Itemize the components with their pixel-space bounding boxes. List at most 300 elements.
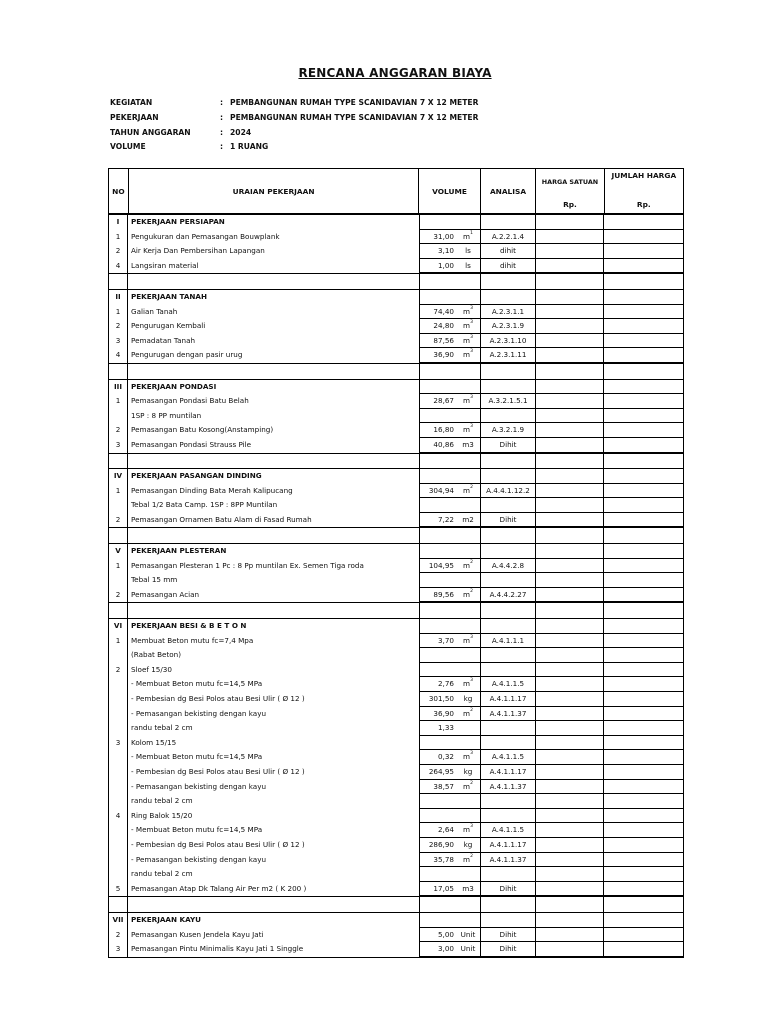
unit-text: m [463,306,471,316]
cell-unit [456,853,481,868]
cell-uraian [128,528,420,543]
cell-uraian: Pemasangan Pondasi Batu Belah [128,394,420,409]
cell-unit [456,423,481,438]
cell-no [109,707,128,722]
cell-analisa: Dihit [481,882,536,897]
cell-analisa: A.2.3.1.10 [481,334,536,349]
cell-harga-satuan [536,319,604,334]
cell-analisa: A.2.2.1.4 [481,230,536,245]
cell-volume [420,469,456,484]
cell-analisa: A.2.3.1.1 [481,305,536,320]
cell-volume: 87,56 [420,334,456,349]
table-row [109,348,683,363]
cell-harga-satuan [536,544,604,559]
section-row [109,912,683,928]
cell-uraian [128,364,420,379]
cell-uraian: - Membuat Beton mutu fc=14,5 MPa [128,677,420,692]
header-harga-satuan-rp: Rp. [563,200,577,209]
header-no: NO [109,169,129,213]
cell-unit [456,319,481,334]
cell-unit [456,721,481,736]
cell-analisa [481,573,536,588]
cell-analisa [481,469,536,484]
cell-uraian: Pemasangan Plesteran 1 Pc : 8 Pp muntilan Ex. Semen Tiga roda [128,559,420,574]
cell-unit [456,619,481,634]
cell-unit [456,559,481,574]
cell-volume: 16,80 [420,423,456,438]
cell-volume: 36,90 [420,348,456,363]
cell-uraian: Pengukuran dan Pemasangan Bouwplank [128,230,420,245]
cell-uraian: 1SP : 8 PP muntilan [128,409,420,424]
cell-uraian [128,897,420,912]
cell-harga-satuan [536,215,604,230]
cell-jumlah-harga [604,438,683,453]
spacer-row [109,527,683,543]
cell-unit [456,348,481,363]
meta-key: VOLUME [110,142,146,151]
cell-uraian [128,274,420,289]
cell-analisa: A.4.4.1.12.2 [481,484,536,499]
cell-unit [456,573,481,588]
cell-jumlah-harga [604,677,683,692]
unit-exponent: 2 [470,559,473,565]
cell-no [109,603,128,618]
cell-jumlah-harga [604,765,683,780]
cell-no: 2 [109,588,128,603]
table-row [109,634,683,649]
table-row [109,438,683,453]
cell-no: 1 [109,634,128,649]
cell-volume: 40,86 [420,438,456,453]
cell-uraian: Sloef 15/30 [128,663,420,678]
cell-uraian: Langsiran material [128,259,420,274]
table-row [109,809,683,824]
cell-harga-satuan [536,794,604,809]
cell-uraian: - Membuat Beton mutu fc=14,5 MPa [128,750,420,765]
header-analisa: ANALISA [481,169,537,213]
cell-unit [456,634,481,649]
meta-value: 2024 [230,128,252,137]
unit-text: Unit [460,929,476,939]
cell-volume: 5,00 [420,928,456,943]
cell-analisa: A.4.1.1.1 [481,634,536,649]
cell-unit [456,380,481,395]
cell-uraian: Pengurugan dengan pasir urug [128,348,420,363]
cell-analisa: A.4.1.1.5 [481,677,536,692]
unit-exponent: 2 [470,588,473,594]
cell-harga-satuan [536,721,604,736]
cell-no: 2 [109,319,128,334]
cell-analisa: A.4.1.1.5 [481,823,536,838]
cell-analisa: Dihit [481,438,536,453]
cell-volume [420,794,456,809]
cell-volume [420,215,456,230]
cell-analisa [481,454,536,469]
cell-harga-satuan [536,469,604,484]
cell-uraian: - Pemasangan bekisting dengan kayu [128,707,420,722]
table-row [109,484,683,499]
cell-volume [420,498,456,513]
cell-no [109,648,128,663]
cell-harga-satuan [536,348,604,363]
cell-analisa [481,290,536,305]
unit-text: ls [465,246,471,256]
cell-no [109,867,128,882]
cell-uraian: Pemasangan Atap Dk Talang Air Per m2 ( K 200 ) [128,882,420,897]
cell-volume: 89,56 [420,588,456,603]
unit-exponent: 2 [470,780,473,786]
cell-analisa: Dihit [481,513,536,528]
meta-colon: : [220,128,224,137]
cell-jumlah-harga [604,528,683,543]
cell-jumlah-harga [604,513,683,528]
cell-harga-satuan [536,750,604,765]
cell-analisa: A.4.1.1.37 [481,853,536,868]
unit-exponent: 2 [470,707,473,713]
cell-analisa: A.3.2.1.9 [481,423,536,438]
cell-jumlah-harga [604,780,683,795]
cell-jumlah-harga [604,544,683,559]
cell-harga-satuan [536,853,604,868]
table-body [109,214,683,957]
table-row [109,259,683,274]
cell-harga-satuan [536,423,604,438]
unit-text: kg [463,839,473,849]
cell-analisa [481,603,536,618]
unit-text: m [463,231,471,241]
cell-volume [420,897,456,912]
cell-no: 2 [109,513,128,528]
unit-text: Unit [460,944,476,954]
cell-harga-satuan [536,780,604,795]
cell-unit [456,230,481,245]
cell-unit [456,484,481,499]
meta-value: PEMBANGUNAN RUMAH TYPE SCANIDAVIAN 7 X 12 METER [230,113,479,122]
cell-uraian: PEKERJAAN KAYU [128,913,420,928]
cell-volume [420,619,456,634]
cell-analisa [481,794,536,809]
cell-jumlah-harga [604,559,683,574]
cell-jumlah-harga [604,409,683,424]
cell-harga-satuan [536,274,604,289]
unit-exponent: 3 [470,634,473,640]
cell-jumlah-harga [604,244,683,259]
table-row [109,409,683,424]
unit-text: m [463,679,471,689]
cell-jumlah-harga [604,838,683,853]
cell-harga-satuan [536,809,604,824]
cell-analisa: A.4.4.2.8 [481,559,536,574]
cell-analisa: Dihit [481,928,536,943]
cell-no [109,838,128,853]
cell-uraian: Pemasangan Ornamen Batu Alam di Fasad Rumah [128,513,420,528]
cell-volume [420,913,456,928]
unit-exponent: 3 [470,395,473,401]
cell-unit [456,513,481,528]
cell-unit [456,603,481,618]
cell-no: 1 [109,230,128,245]
cell-harga-satuan [536,454,604,469]
cell-unit [456,663,481,678]
cell-volume [420,274,456,289]
table-row [109,498,683,513]
cell-uraian: Galian Tanah [128,305,420,320]
meta-value: 1 RUANG [230,142,269,151]
cell-no: 4 [109,809,128,824]
unit-text: m3 [462,883,474,893]
cell-jumlah-harga [604,319,683,334]
meta-key: PEKERJAAN [110,113,159,122]
cell-jumlah-harga [604,619,683,634]
cell-harga-satuan [536,498,604,513]
table-row [109,573,683,588]
cell-no: II [109,290,128,305]
cell-unit [456,544,481,559]
unit-text: ls [465,260,471,270]
cell-unit [456,290,481,305]
cell-harga-satuan [536,838,604,853]
header-jumlah-harga-label: JUMLAH HARGA [611,171,677,180]
cell-harga-satuan [536,244,604,259]
meta-value: PEMBANGUNAN RUMAH TYPE SCANIDAVIAN 7 X 12 METER [230,98,479,107]
cell-unit [456,438,481,453]
table-row [109,853,683,868]
section-row [109,468,683,484]
cell-analisa: A.4.1.1.37 [481,780,536,795]
cell-unit [456,244,481,259]
cell-volume: 3,70 [420,634,456,649]
cell-volume: 31,00 [420,230,456,245]
cell-unit [456,215,481,230]
cell-jumlah-harga [604,469,683,484]
cell-harga-satuan [536,867,604,882]
cell-analisa: A.2.3.1.11 [481,348,536,363]
cell-harga-satuan [536,230,604,245]
cell-volume [420,544,456,559]
cell-jumlah-harga [604,736,683,751]
cell-unit [456,809,481,824]
cell-harga-satuan [536,677,604,692]
cell-volume [420,867,456,882]
table-row [109,244,683,259]
cell-unit [456,928,481,943]
cell-unit [456,913,481,928]
cell-analisa [481,663,536,678]
table-row [109,692,683,707]
cell-jumlah-harga [604,454,683,469]
header-jumlah-harga [605,169,683,213]
table-row [109,707,683,722]
section-row [109,543,683,559]
cell-jumlah-harga [604,750,683,765]
unit-exponent: 3 [470,305,473,311]
cell-unit [456,259,481,274]
cell-unit [456,736,481,751]
cell-jumlah-harga [604,305,683,320]
cell-unit [456,942,481,957]
spacer-row [109,363,683,379]
cell-analisa: dihit [481,259,536,274]
cell-no: 2 [109,244,128,259]
table-row [109,513,683,528]
cell-uraian: - Pemasangan bekisting dengan kayu [128,853,420,868]
cell-volume: 36,90 [420,707,456,722]
cell-volume [420,736,456,751]
unit-text: m [463,781,471,791]
cell-jumlah-harga [604,663,683,678]
cell-no [109,454,128,469]
table-row [109,780,683,795]
cell-analisa [481,215,536,230]
cell-harga-satuan [536,394,604,409]
table-row [109,794,683,809]
table-row [109,882,683,897]
cell-jumlah-harga [604,634,683,649]
cell-no [109,765,128,780]
cell-harga-satuan [536,409,604,424]
cell-volume: 301,50 [420,692,456,707]
cell-no [109,794,128,809]
cell-uraian: Pemasangan Pintu Minimalis Kayu Jati 1 Singgle [128,942,420,957]
cell-uraian: Pemasangan Acian [128,588,420,603]
cell-no: 4 [109,259,128,274]
cell-volume: 28,67 [420,394,456,409]
header-harga-satuan-label: HARGA SATUAN [541,178,599,186]
cell-jumlah-harga [604,348,683,363]
cell-uraian: - Pemasangan bekisting dengan kayu [128,780,420,795]
cell-no [109,498,128,513]
cell-volume [420,648,456,663]
cell-unit [456,364,481,379]
meta-colon: : [220,113,224,122]
cell-unit [456,897,481,912]
cell-harga-satuan [536,305,604,320]
cell-uraian [128,603,420,618]
cell-harga-satuan [536,942,604,957]
cell-uraian: PEKERJAAN PLESTERAN [128,544,420,559]
table-row [109,736,683,751]
cell-jumlah-harga [604,942,683,957]
cell-no [109,780,128,795]
cell-volume: 104,95 [420,559,456,574]
meta-colon: : [220,142,224,151]
cell-unit [456,838,481,853]
cell-volume: 304,94 [420,484,456,499]
cell-no: 3 [109,334,128,349]
cell-volume [420,809,456,824]
cell-jumlah-harga [604,794,683,809]
cell-volume: 7,22 [420,513,456,528]
cell-unit [456,765,481,780]
unit-exponent: 3 [470,349,473,355]
cell-uraian: PEKERJAAN TANAH [128,290,420,305]
cell-volume [420,528,456,543]
cell-jumlah-harga [604,603,683,618]
unit-text: kg [463,766,473,776]
cell-harga-satuan [536,588,604,603]
cell-volume: 1,00 [420,259,456,274]
cell-volume [420,603,456,618]
cell-jumlah-harga [604,823,683,838]
cell-harga-satuan [536,648,604,663]
cell-no [109,274,128,289]
cell-volume: 2,76 [420,677,456,692]
unit-text: m [463,589,471,599]
cell-harga-satuan [536,290,604,305]
cell-harga-satuan [536,707,604,722]
cell-unit [456,588,481,603]
cell-harga-satuan [536,736,604,751]
cell-uraian: - Pembesian dg Besi Polos atau Besi Ulir ( Ø 12 ) [128,765,420,780]
cell-no: 3 [109,438,128,453]
cell-uraian: Pengurugan Kembali [128,319,420,334]
cell-uraian: Pemasangan Kusen Jendela Kayu Jati [128,928,420,943]
cell-unit [456,648,481,663]
cell-jumlah-harga [604,809,683,824]
meta-colon: : [220,98,224,107]
meta-key: TAHUN ANGGARAN [110,128,191,137]
cell-volume: 74,40 [420,305,456,320]
cell-uraian: randu tebal 2 cm [128,721,420,736]
table-row [109,721,683,736]
cell-harga-satuan [536,334,604,349]
cell-jumlah-harga [604,897,683,912]
cell-volume [420,409,456,424]
cell-harga-satuan [536,634,604,649]
cell-jumlah-harga [604,707,683,722]
cell-volume: 286,90 [420,838,456,853]
cell-no [109,692,128,707]
cell-unit [456,692,481,707]
cell-unit [456,394,481,409]
unit-exponent: 3 [470,824,473,830]
unit-text: m [463,752,471,762]
table-row [109,663,683,678]
cell-uraian: PEKERJAAN PONDASI [128,380,420,395]
cell-jumlah-harga [604,394,683,409]
cell-unit [456,274,481,289]
unit-exponent: 3 [470,751,473,757]
cell-no: 2 [109,928,128,943]
cell-analisa: A.4.4.2.27 [481,588,536,603]
cell-uraian: Membuat Beton mutu fc=7,4 Mpa [128,634,420,649]
table-row [109,559,683,574]
cell-jumlah-harga [604,274,683,289]
cell-no: 1 [109,484,128,499]
table-row [109,588,683,603]
cell-analisa [481,867,536,882]
cell-unit [456,409,481,424]
table-row [109,648,683,663]
cell-uraian: - Membuat Beton mutu fc=14,5 MPa [128,823,420,838]
table-row [109,928,683,943]
cell-no [109,677,128,692]
cell-analisa [481,809,536,824]
cell-unit [456,882,481,897]
cell-no [109,897,128,912]
cell-uraian: Air Kerja Dan Pembersihan Lapangan [128,244,420,259]
cell-harga-satuan [536,692,604,707]
cell-uraian: Kolom 15/15 [128,736,420,751]
spacer-row [109,896,683,912]
cell-no: 4 [109,348,128,363]
cell-no: V [109,544,128,559]
cell-uraian: PEKERJAAN BESI & B E T O N [128,619,420,634]
cell-analisa [481,544,536,559]
section-row [109,214,683,230]
cell-jumlah-harga [604,588,683,603]
unit-text: m [463,335,471,345]
